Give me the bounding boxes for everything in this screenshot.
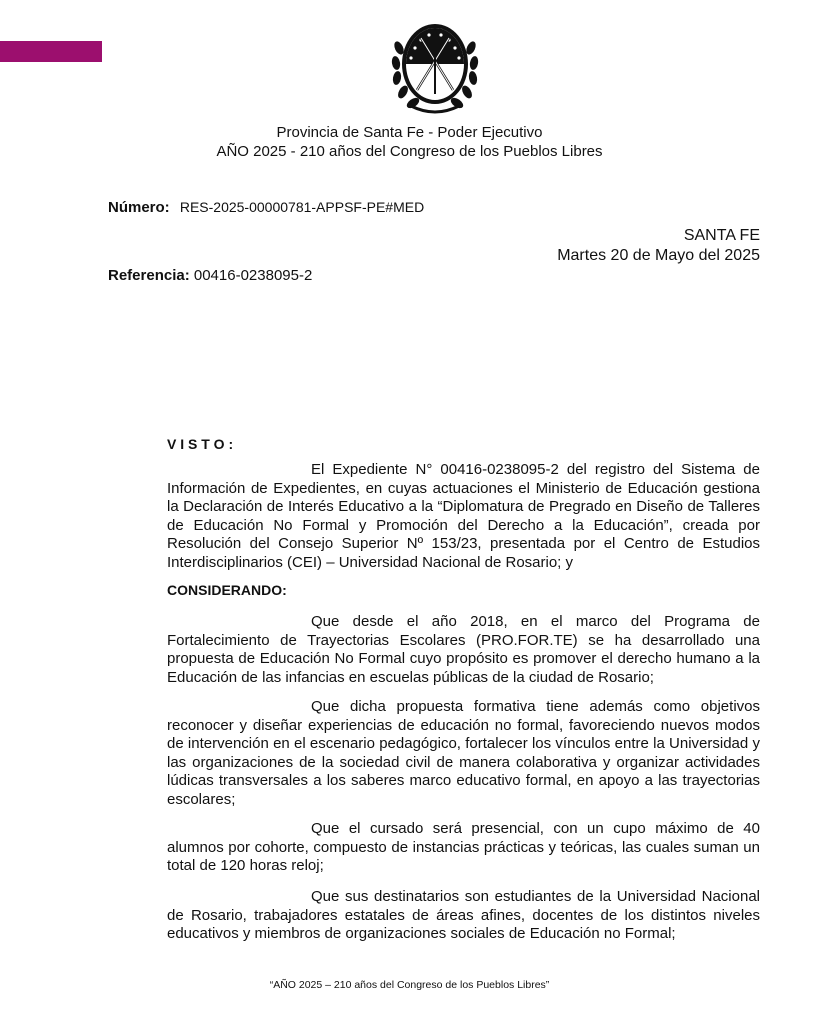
header-year: AÑO 2025 - 210 años del Congreso de los Pueblos Libres (216, 143, 603, 160)
referencia-value: 00416-0238095-2 (193, 267, 313, 284)
considerando-paragraph-2: Que dicha propuesta formativa tiene además como objetivos reconocer y diseñar experiencias de educación no formal, favoreciendo nuevos modos de intervención en el escenario pedagógico, fortalecer los vínculos entre la Universidad y las organizaciones de la sociedad civil de manera colaborativa y organizar actividades lúdicas transversales a los saberes marco educativo formal, en apoyo a las trayectorias escolares; (167, 698, 760, 808)
considerando-title: CONSIDERANDO: (167, 582, 287, 598)
considerando-paragraph-3: Que el cursado será presencial, con un cupo máximo de 40 alumnos por cohorte, compuesto de instancias prácticas y teóricas, las cuales suman un total de 120 horas reloj; (167, 820, 760, 874)
numero-label: Número: (108, 199, 170, 216)
visto-paragraph: El Expediente N° 00416-0238095-2 del registro del Sistema de Información de Expedientes, en cuyas actuaciones el Ministerio de Educación gestiona la Declaración de Interés Educativo a la “Diplomatura de Pregrado en Diseño de Talleres de Educación No Formal y Promoción del Derecho a la Educación”, creada por Resolución del Consejo Superior Nº 153/23, presentada por el Centro de Estudios Interdisciplinarios (CEI) – Universidad Nacional de Rosario; y (167, 461, 760, 571)
visto-title: V I S T O : (167, 436, 234, 452)
footer-year-text: “AÑO 2025 – 210 años del Congreso de los Pueblos Libres” (269, 979, 550, 991)
referencia-label: Referencia: (108, 267, 190, 284)
referencia-field (108, 267, 312, 284)
considerando-paragraph-1: Que desde el año 2018, en el marco del Programa de Fortalecimiento de Trayectorias Escolares (PRO.FOR.TE) se ha desarrollado una propuesta de Educación No Formal cuyo propósito es promover el derecho humano a la Educación de las infancias en escuelas públicas de la ciudad de Rosario; (167, 613, 760, 686)
accent-bar (0, 41, 102, 62)
date: Martes 20 de Mayo del 2025 (557, 247, 760, 264)
coat-of-arms-icon (391, 18, 479, 118)
numero-field (108, 199, 424, 216)
header-province: Provincia de Santa Fe - Poder Ejecutivo (276, 124, 543, 141)
considerando-paragraph-4: Que sus destinatarios son estudiantes de la Universidad Nacional de Rosario, trabajadores estatales de áreas afines, docentes de los distintos niveles educativos y miembros de organizaciones sociales de Educación no Formal; (167, 888, 760, 942)
numero-value: RES-2025-00000781-APPSF-PE#MED (179, 199, 425, 215)
city: SANTA FE (683, 227, 760, 244)
